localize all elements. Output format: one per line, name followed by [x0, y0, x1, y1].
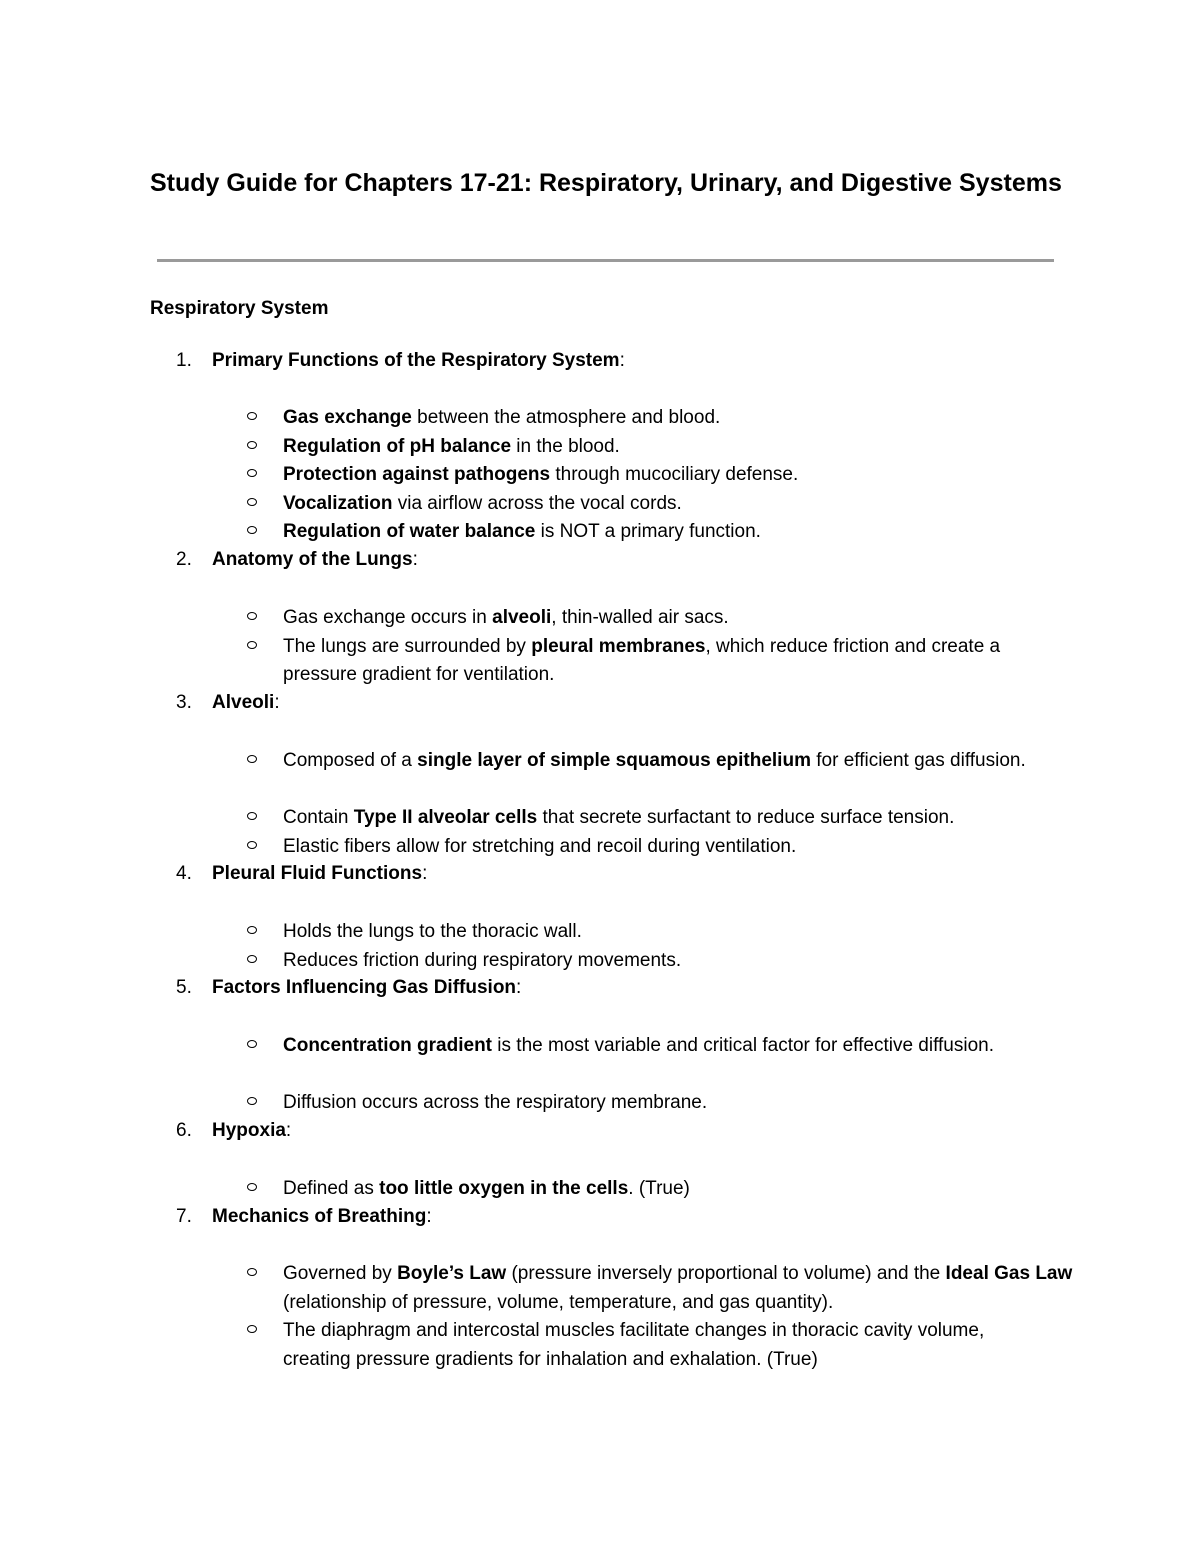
list-item-title: Anatomy of the Lungs: [212, 549, 418, 570]
sub-list-item-text [283, 1175, 1073, 1204]
list-number: 7. [176, 1206, 192, 1227]
hollow-circle-bullet-icon [247, 441, 257, 449]
sub-list-item-text: Reduces friction during respiratory movements. [283, 949, 682, 971]
bold-text: too little oxygen in the cells [379, 1178, 629, 1199]
hollow-circle-bullet-icon [247, 1268, 257, 1276]
sub-list-item-text: The diaphragm and intercostal muscles facilitate changes in thoracic cavity volume, creating pressure gradients for inhalation and exhalation. (True) [283, 1320, 985, 1370]
list-number: 3. [176, 692, 192, 713]
sub-list-item-text [283, 518, 1073, 547]
list-item-title: Mechanics of Breathing: [212, 1206, 432, 1227]
list-item-heading [0, 1117, 1000, 1146]
list-item-heading [0, 546, 1000, 575]
list-number: 1. [176, 350, 192, 371]
hollow-circle-bullet-icon [247, 1097, 257, 1105]
hollow-circle-bullet-icon [247, 812, 257, 820]
bold-text: Regulation of pH balance [283, 435, 512, 457]
sub-list-item-text: Diffusion occurs across the respiratory membrane. [283, 1092, 708, 1113]
sub-list-item-text [283, 490, 1073, 519]
sub-list-item-text [283, 461, 1073, 490]
body-text: in the blood. [511, 435, 620, 457]
sub-list-item-text [283, 404, 1073, 433]
body-text: is the most variable and critical factor for effective diffusion. [492, 1035, 994, 1056]
list-item-title-text: Primary Functions of the Respiratory System [212, 350, 620, 371]
bold-text: Boyle’s Law [397, 1263, 507, 1284]
sub-list-item-text [283, 1032, 1023, 1061]
bold-text: alveoli [492, 607, 552, 628]
hollow-circle-bullet-icon [247, 1040, 257, 1048]
hollow-circle-bullet-icon [247, 755, 257, 763]
body-text: , which reduce friction and create a pressure gradient for ventilation. [283, 635, 1001, 685]
body-text: through mucociliary defense. [550, 464, 799, 485]
bold-text: Concentration gradient [283, 1035, 493, 1056]
hollow-circle-bullet-icon [247, 612, 257, 620]
hollow-circle-bullet-icon [247, 498, 257, 506]
hollow-circle-bullet-icon [247, 412, 257, 420]
body-text: Composed of a [283, 750, 418, 771]
bold-text: Type II alveolar cells [353, 807, 538, 828]
list-item-title-text: Mechanics of Breathing [212, 1206, 427, 1227]
list-number: 5. [176, 977, 192, 998]
list-item-heading [0, 1203, 1000, 1232]
list-item-title: Primary Functions of the Respiratory System: [212, 350, 625, 371]
body-text: Governed by [283, 1263, 398, 1284]
body-text: (pressure inversely proportional to volume) and the [506, 1263, 946, 1284]
list-item-title-text: Pleural Fluid Functions [212, 863, 423, 884]
body-text: Defined as [283, 1178, 380, 1199]
document-title: Study Guide for Chapters 17-21: Respiratory, Urinary, and Digestive Systems [150, 169, 1062, 197]
bold-text: Protection against pathogens [283, 464, 551, 485]
bold-text: Vocalization [283, 492, 393, 514]
body-text: for efficient gas diffusion. [810, 750, 1026, 771]
body-text: Contain [283, 807, 354, 828]
body-text: between the atmosphere and blood. [411, 407, 721, 428]
list-item-title: Alveoli: [212, 692, 280, 713]
body-text: via airflow across the vocal cords. [392, 492, 682, 514]
bold-text: Gas exchange [283, 407, 412, 428]
hollow-circle-bullet-icon [247, 641, 257, 649]
sub-list-item-text [283, 747, 1053, 776]
bold-text: Ideal Gas Law [945, 1263, 1073, 1284]
list-item-heading [0, 347, 1000, 376]
body-text: , thin-walled air sacs. [551, 607, 729, 628]
body-text: The lungs are surrounded by [283, 635, 532, 657]
sub-list-item-text [283, 433, 1073, 462]
sub-list-item-text [283, 1260, 1083, 1317]
list-number: 4. [176, 863, 192, 884]
hollow-circle-bullet-icon [247, 926, 257, 934]
bold-text: Regulation of water balance [283, 521, 536, 542]
body-text: . (True) [628, 1178, 690, 1199]
bold-text: single layer of simple squamous epithelium [417, 750, 811, 771]
hollow-circle-bullet-icon [247, 955, 257, 963]
sub-list-item-text [283, 633, 1023, 690]
list-number: 2. [176, 549, 192, 570]
hollow-circle-bullet-icon [247, 1325, 257, 1333]
list-item-title-text: Hypoxia [212, 1120, 286, 1141]
list-item-heading [0, 860, 1000, 889]
hollow-circle-bullet-icon [247, 526, 257, 534]
list-item-title-text: Anatomy of the Lungs [212, 549, 413, 570]
body-text: Gas exchange occurs in [283, 607, 493, 628]
hollow-circle-bullet-icon [247, 1183, 257, 1191]
list-item-title: Hypoxia: [212, 1120, 292, 1141]
sub-list-item-text: Elastic fibers allow for stretching and recoil during ventilation. [283, 835, 797, 857]
bold-text: pleural membranes [531, 635, 706, 657]
list-item-title: Pleural Fluid Functions: [212, 863, 428, 884]
list-item-title-text: Alveoli [212, 692, 275, 713]
body-text: that secrete surfactant to reduce surface tension. [537, 807, 955, 828]
list-item-title-text: Factors Influencing Gas Diffusion [212, 977, 517, 998]
list-item-heading [0, 974, 1000, 1003]
sub-list-item-text [283, 604, 1073, 633]
horizontal-rule [157, 259, 1054, 262]
hollow-circle-bullet-icon [247, 841, 257, 849]
list-number: 6. [176, 1120, 192, 1141]
sub-list-item-text: Holds the lungs to the thoracic wall. [283, 921, 582, 942]
body-text: (relationship of pressure, volume, temperature, and gas quantity). [283, 1291, 834, 1313]
list-item-heading [0, 689, 1000, 718]
sub-list-item-text [283, 804, 1103, 833]
hollow-circle-bullet-icon [247, 469, 257, 477]
body-text: is NOT a primary function. [535, 521, 761, 542]
list-item-title: Factors Influencing Gas Diffusion: [212, 977, 522, 998]
section-heading: Respiratory System [150, 298, 329, 319]
